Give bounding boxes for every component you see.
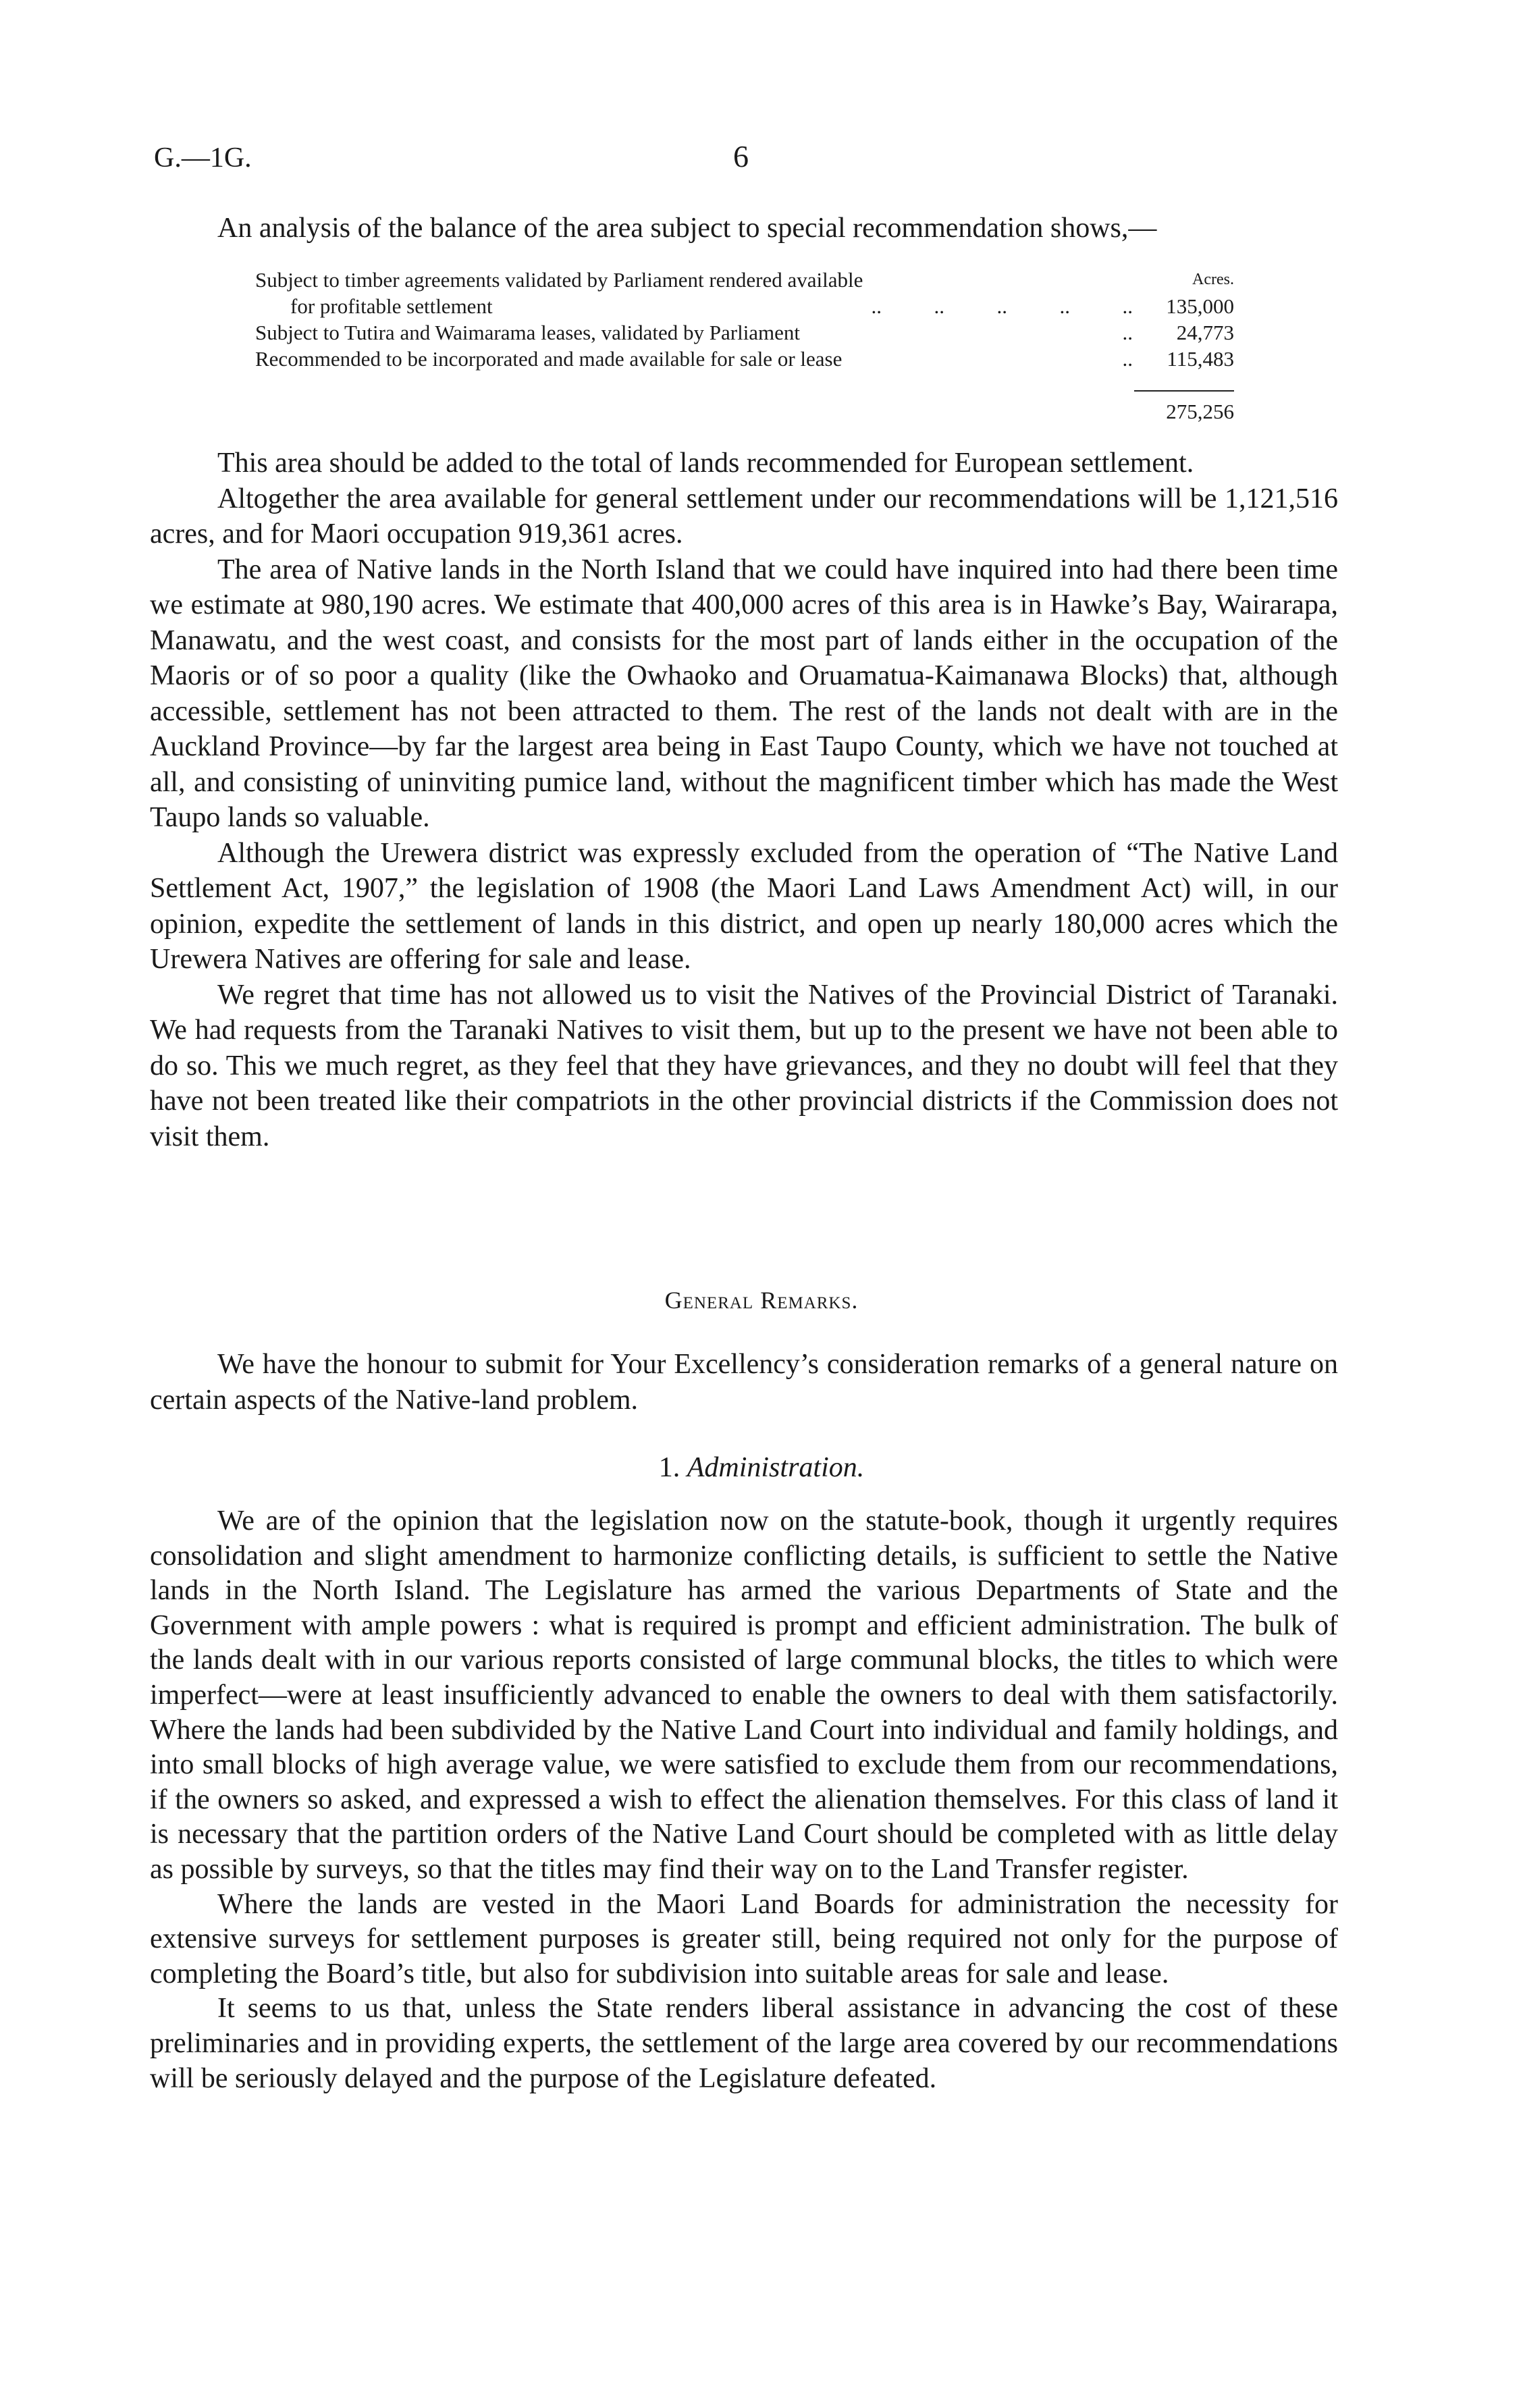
page-number: 6: [733, 139, 749, 173]
section-intro: [150, 1347, 1338, 1418]
table-row: [255, 319, 1234, 346]
section-heading: General Remarks.: [664, 1287, 859, 1314]
subsection-title: Administration.: [687, 1452, 865, 1483]
body-text: [150, 446, 1338, 1154]
table-row-value: 24,773: [1176, 321, 1234, 344]
paragraph: This area should be added to the total of lands recommended for European settlement.: [217, 448, 1194, 479]
paragraph: Altogether the area available for general settlement under our recommendations will be 1,121,516 acres, and for Maori occupation 919,361 acres.: [150, 483, 1338, 550]
total-rule: [1134, 390, 1234, 392]
intro-paragraph: An analysis of the balance of the area subject to special recommendation shows,—: [217, 213, 1157, 244]
paragraph: We regret that time has not allowed us to visit the Natives of the Provincial District of Taranaki. We had requests from the Taranaki Natives to visit them, but up to the present we have not been able to do so. This we much regret, as they feel that they have grievances, and they no doubt will feel that they have not been treated like their compatriots in the other provincial districts if the Commission does not visit them.: [150, 979, 1338, 1152]
table-unit-header: Acres.: [1192, 271, 1234, 288]
table-row-label: Recommended to be incorporated and made available for sale or lease: [255, 347, 843, 371]
table-row-leader: ..: [1122, 347, 1133, 371]
table-row-leader: ..: [1122, 321, 1133, 344]
table-row-label: Subject to Tutira and Waimarama leases, validated by Parliament: [255, 321, 801, 344]
paragraph: Where the lands are vested in the Maori Land Boards for administration the necessity for extensive surveys for settlement purposes is greater still, being required not only for the purpose of completing the Board’s title, but also for subdivision into suitable areas for sale and lease.: [150, 1888, 1338, 1989]
paragraph: We have the honour to submit for Your Excellency’s consideration remarks of a general nature on certain aspects of the Native-land problem.: [150, 1349, 1338, 1416]
table-row-label: Subject to timber agreements validated by Parliament rendered available: [255, 268, 863, 292]
table-row-value: 135,000: [1166, 294, 1234, 318]
administration-text: [150, 1504, 1338, 2096]
table-row: [255, 293, 1234, 319]
paragraph: It seems to us that, unless the State renders liberal assistance in advancing the cost of these preliminaries and in providing experts, the settlement of the large area covered by our recommendations will be seriously delayed and the purpose of the Legislature defeated.: [150, 1993, 1338, 2094]
table-row: [255, 267, 1234, 293]
table-row: [255, 346, 1234, 372]
document-code: G.—1G.: [154, 142, 252, 173]
area-table: [255, 267, 1234, 372]
paragraph: We are of the opinion that the legislation now on the statute-book, though it urgently requires consolidation and slight amendment to harmonize conflicting details, is sufficient to settle the Native lands in the North Island. The Legislature has armed the various Departments of State and the Government with ample powers : what is required is prompt and efficient administration. The bulk of the lands dealt with in our various reports consisted of large communal blocks, the titles to which were imperfect—were at least insufficiently advanced to enable the owners to deal with them satisfactorily. Where the lands had been subdivided by the Native Land Court into individual and family holdings, and into small blocks of high average value, we were satisfied to exclude them from our recommendations, if the owners so asked, and expressed a wish to effect the alienation themselves. For this class of land it is necessary that the partition orders of the Native Land Court should be completed with as little delay as possible by surveys, so that the titles may find their way on to the Land Transfer register.: [150, 1505, 1338, 1885]
paragraph: Although the Urewera district was expressly excluded from the operation of “The Native Land Settlement Act, 1907,” the legislation of 1908 (the Maori Land Laws Amendment Act) will, in our opinion, expedite the settlement of lands in this district, and open up nearly 180,000 acres which the Urewera Natives are offering for sale and lease.: [150, 837, 1338, 975]
paragraph: The area of Native lands in the North Island that we could have inquired into had there been time we estimate at 980,190 acres. We estimate that 400,000 acres of this area is in Hawke’s Bay, Wairarapa, Manawatu, and the west coast, and consists for the most part of lands either in the occupation of the Maoris or of so poor a quality (like the Owhaoko and Oruamatua-Kaimanawa Blocks) that, although accessible, settlement has not been attracted to them. The rest of the lands not dealt with are in the Auckland Province—by far the largest area being in East Taupo County, which we have not touched at all, and consisting of uninviting pumice land, without the magnificent timber which has made the West Taupo lands so valuable.: [150, 554, 1338, 833]
table-row-label: for profitable settlement: [290, 294, 493, 318]
table-row-value: 115,483: [1167, 347, 1234, 371]
table-row-leader: .. .. .. .. ..: [871, 294, 1133, 318]
subsection-number: 1.: [658, 1452, 680, 1483]
table-total: 275,256: [1166, 400, 1234, 423]
subsection-heading: [0, 1451, 1523, 1484]
